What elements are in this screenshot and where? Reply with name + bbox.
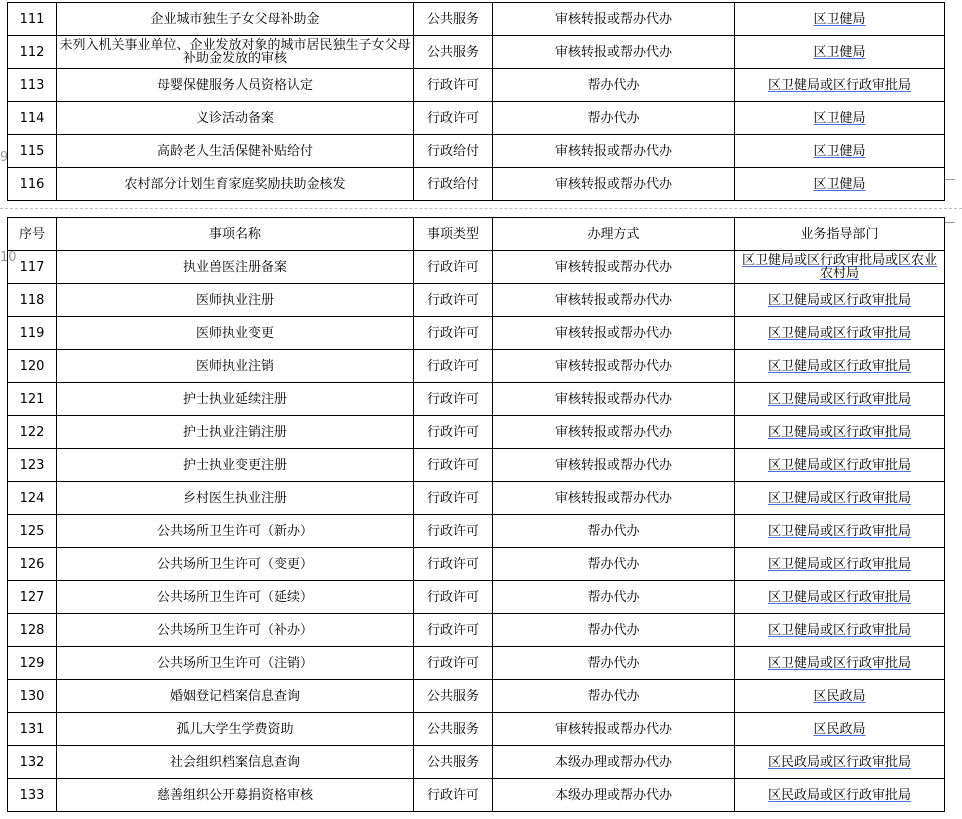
- cell-method: 帮办代办: [493, 647, 735, 680]
- cell-name: 公共场所卫生许可（新办）: [57, 515, 414, 548]
- cell-name: 公共场所卫生许可（延续）: [57, 581, 414, 614]
- cell-name: 医师执业变更: [57, 317, 414, 350]
- table-row: [8, 69, 945, 102]
- cell-no: 133: [8, 779, 57, 812]
- cell-no: 120: [8, 350, 57, 383]
- cell-type: 行政许可: [414, 515, 493, 548]
- cell-no: 113: [8, 69, 57, 102]
- cell-method: 审核转报或帮办代办: [493, 168, 735, 201]
- cell-name: 企业城市独生子女父母补助金: [57, 3, 414, 36]
- cell-type: 公共服务: [414, 3, 493, 36]
- cell-type: 行政许可: [414, 548, 493, 581]
- cell-type: 公共服务: [414, 36, 493, 69]
- cell-type: 行政许可: [414, 581, 493, 614]
- cell-no: 129: [8, 647, 57, 680]
- cell-no: 119: [8, 317, 57, 350]
- cell-name: 义诊活动备案: [57, 102, 414, 135]
- cell-dept: 区卫健局或区行政审批局: [735, 614, 945, 647]
- cell-method: 帮办代办: [493, 69, 735, 102]
- items-table-part1: [7, 2, 945, 201]
- cell-name: 未列入机关事业单位、企业发放对象的城市居民独生子女父母补助金发放的审核: [57, 36, 414, 69]
- cell-no: 125: [8, 515, 57, 548]
- cell-name: 孤儿大学生学费资助: [57, 713, 414, 746]
- cell-type: 公共服务: [414, 680, 493, 713]
- cell-dept: 区民政局或区行政审批局: [735, 779, 945, 812]
- table-row: [8, 317, 945, 350]
- header-type: 事项类型: [414, 218, 493, 251]
- cell-no: 123: [8, 449, 57, 482]
- cell-dept: 区卫健局或区行政审批局: [735, 647, 945, 680]
- cell-type: 公共服务: [414, 746, 493, 779]
- table-row: [8, 36, 945, 69]
- cell-dept: 区卫健局或区行政审批局: [735, 350, 945, 383]
- cell-method: 帮办代办: [493, 102, 735, 135]
- cell-method: 审核转报或帮办代办: [493, 482, 735, 515]
- line-number-10: 10: [0, 250, 17, 265]
- cell-dept: 区卫健局或区行政审批局: [735, 449, 945, 482]
- cell-method: 帮办代办: [493, 680, 735, 713]
- table-row: [8, 713, 945, 746]
- cell-dept: 区卫健局: [735, 168, 945, 201]
- table-row: [8, 102, 945, 135]
- cell-method: 审核转报或帮办代办: [493, 3, 735, 36]
- cell-method: 审核转报或帮办代办: [493, 416, 735, 449]
- table-row: [8, 647, 945, 680]
- cell-type: 行政许可: [414, 416, 493, 449]
- cell-method: 审核转报或帮办代办: [493, 284, 735, 317]
- page-break-line: [0, 208, 962, 209]
- cell-name: 医师执业注销: [57, 350, 414, 383]
- table-row: [8, 581, 945, 614]
- cell-no: 130: [8, 680, 57, 713]
- cell-no: 117: [8, 251, 57, 284]
- cell-dept: 区民政局: [735, 713, 945, 746]
- cell-name: 护士执业延续注册: [57, 383, 414, 416]
- cell-method: 本级办理或帮办代办: [493, 746, 735, 779]
- cell-dept: 区民政局或区行政审批局: [735, 746, 945, 779]
- cell-type: 行政许可: [414, 614, 493, 647]
- cell-name: 公共场所卫生许可（变更）: [57, 548, 414, 581]
- cell-name: 公共场所卫生许可（注销）: [57, 647, 414, 680]
- cell-dept: 区卫健局或区行政审批局: [735, 284, 945, 317]
- cell-type: 行政许可: [414, 69, 493, 102]
- cell-method: 帮办代办: [493, 548, 735, 581]
- cell-dept: 区卫健局: [735, 135, 945, 168]
- cell-dept: 区卫健局或区行政审批局: [735, 581, 945, 614]
- cell-no: 122: [8, 416, 57, 449]
- cell-method: 审核转报或帮办代办: [493, 317, 735, 350]
- cell-dept: 区卫健局或区行政审批局: [735, 548, 945, 581]
- cell-name: 社会组织档案信息查询: [57, 746, 414, 779]
- table-row: [8, 449, 945, 482]
- cell-dept: 区卫健局: [735, 36, 945, 69]
- cell-name: 高龄老人生活保健补贴给付: [57, 135, 414, 168]
- cell-type: 行政许可: [414, 482, 493, 515]
- table-header-row: [8, 218, 945, 251]
- cell-no: 115: [8, 135, 57, 168]
- cell-type: 行政给付: [414, 168, 493, 201]
- cell-name: 慈善组织公开募捐资格审核: [57, 779, 414, 812]
- cell-method: 审核转报或帮办代办: [493, 713, 735, 746]
- cell-method: 帮办代办: [493, 515, 735, 548]
- table-row: [8, 350, 945, 383]
- line-number-9: 9: [0, 150, 9, 165]
- cell-name: 农村部分计划生育家庭奖励扶助金核发: [57, 168, 414, 201]
- cell-no: 121: [8, 383, 57, 416]
- page-corner-mark: [944, 222, 955, 237]
- table-row: [8, 779, 945, 812]
- cell-type: 行政许可: [414, 102, 493, 135]
- cell-name: 乡村医生执业注册: [57, 482, 414, 515]
- header-dept: 业务指导部门: [735, 218, 945, 251]
- table-row: [8, 251, 945, 284]
- cell-type: 行政给付: [414, 135, 493, 168]
- table-row: [8, 482, 945, 515]
- cell-dept: 区民政局: [735, 680, 945, 713]
- cell-method: 审核转报或帮办代办: [493, 383, 735, 416]
- cell-no: 114: [8, 102, 57, 135]
- cell-method: 帮办代办: [493, 614, 735, 647]
- table-row: [8, 284, 945, 317]
- cell-type: 行政许可: [414, 317, 493, 350]
- table-row: [8, 383, 945, 416]
- header-no: 序号: [8, 218, 57, 251]
- cell-no: 128: [8, 614, 57, 647]
- cell-no: 116: [8, 168, 57, 201]
- table-row: [8, 168, 945, 201]
- cell-type: 公共服务: [414, 713, 493, 746]
- page-corner-mark: [944, 165, 955, 180]
- cell-no: 126: [8, 548, 57, 581]
- cell-dept: 区卫健局或区行政审批局: [735, 69, 945, 102]
- cell-method: 审核转报或帮办代办: [493, 350, 735, 383]
- cell-method: 本级办理或帮办代办: [493, 779, 735, 812]
- cell-no: 132: [8, 746, 57, 779]
- items-table-part2: [7, 217, 945, 812]
- header-name: 事项名称: [57, 218, 414, 251]
- header-method: 办理方式: [493, 218, 735, 251]
- cell-type: 行政许可: [414, 251, 493, 284]
- table-row: [8, 614, 945, 647]
- cell-dept: 区卫健局或区行政审批局: [735, 515, 945, 548]
- cell-type: 行政许可: [414, 383, 493, 416]
- cell-method: 审核转报或帮办代办: [493, 36, 735, 69]
- cell-no: 111: [8, 3, 57, 36]
- cell-type: 行政许可: [414, 284, 493, 317]
- cell-dept: 区卫健局: [735, 3, 945, 36]
- cell-method: 审核转报或帮办代办: [493, 449, 735, 482]
- cell-method: 审核转报或帮办代办: [493, 135, 735, 168]
- cell-no: 112: [8, 36, 57, 69]
- cell-name: 护士执业变更注册: [57, 449, 414, 482]
- cell-name: 医师执业注册: [57, 284, 414, 317]
- cell-method: 审核转报或帮办代办: [493, 251, 735, 284]
- cell-no: 127: [8, 581, 57, 614]
- cell-type: 行政许可: [414, 350, 493, 383]
- cell-no: 131: [8, 713, 57, 746]
- cell-no: 118: [8, 284, 57, 317]
- table-row: [8, 680, 945, 713]
- cell-name: 公共场所卫生许可（补办）: [57, 614, 414, 647]
- cell-type: 行政许可: [414, 779, 493, 812]
- cell-method: 帮办代办: [493, 581, 735, 614]
- cell-dept: 区卫健局: [735, 102, 945, 135]
- cell-type: 行政许可: [414, 449, 493, 482]
- cell-dept: 区卫健局或区行政审批局: [735, 383, 945, 416]
- cell-dept: 区卫健局或区行政审批局或区农业农村局: [735, 251, 945, 284]
- table-row: [8, 416, 945, 449]
- cell-type: 行政许可: [414, 647, 493, 680]
- cell-no: 124: [8, 482, 57, 515]
- table-row: [8, 3, 945, 36]
- table-row: [8, 548, 945, 581]
- table-row: [8, 515, 945, 548]
- table-row: [8, 135, 945, 168]
- cell-name: 护士执业注销注册: [57, 416, 414, 449]
- cell-name: 母婴保健服务人员资格认定: [57, 69, 414, 102]
- cell-name: 婚姻登记档案信息查询: [57, 680, 414, 713]
- cell-dept: 区卫健局或区行政审批局: [735, 416, 945, 449]
- cell-dept: 区卫健局或区行政审批局: [735, 317, 945, 350]
- cell-dept: 区卫健局或区行政审批局: [735, 482, 945, 515]
- table-row: [8, 746, 945, 779]
- cell-name: 执业兽医注册备案: [57, 251, 414, 284]
